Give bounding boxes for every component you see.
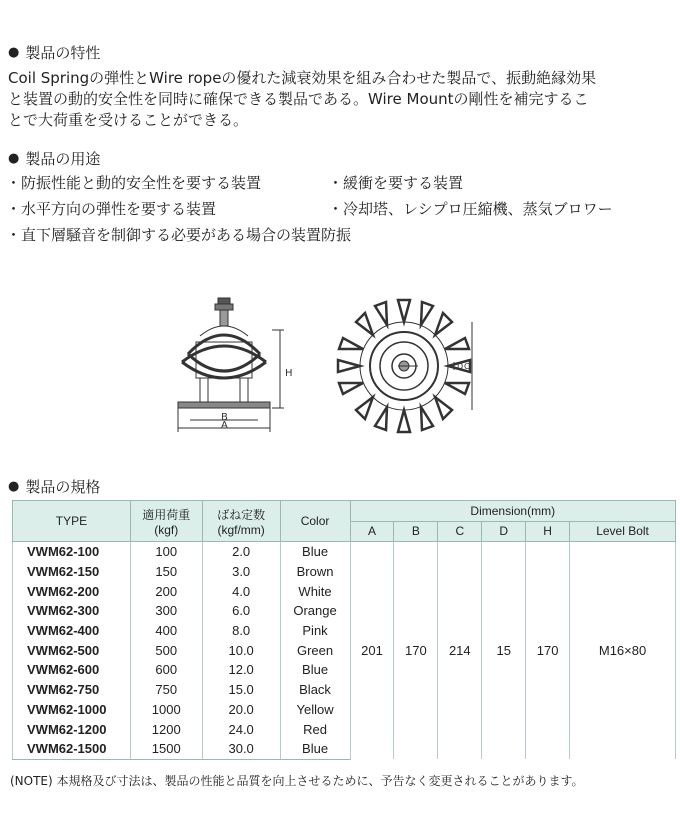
dim-label-h: H	[285, 368, 293, 379]
header-load-unit: (kgf)	[154, 522, 179, 537]
cell-dim-c: 214	[438, 542, 482, 760]
header-color: Color	[280, 501, 350, 542]
cell-spring: 20.0	[202, 700, 280, 720]
cell-color: Red	[280, 719, 350, 739]
cell-color: Brown	[280, 562, 350, 582]
cell-color: Blue	[280, 739, 350, 759]
top-view-drawing	[338, 300, 472, 432]
header-d: D	[482, 521, 526, 542]
cell-load: 100	[130, 542, 202, 562]
cell-dim-h: 170	[526, 542, 570, 760]
header-h: H	[526, 521, 570, 542]
header-load-label: 適用荷重	[142, 507, 191, 522]
cell-load: 600	[130, 660, 202, 680]
cell-type: VWM62-600	[13, 660, 131, 680]
header-load	[130, 501, 202, 542]
cell-type: VWM62-1500	[13, 739, 131, 759]
cell-type: VWM62-1200	[13, 719, 131, 739]
cell-spring: 2.0	[202, 542, 280, 562]
cell-type: VWM62-150	[13, 562, 131, 582]
cell-spring: 6.0	[202, 601, 280, 621]
use-item: ・防振性能と動的安全性を要する装置	[6, 174, 262, 192]
cell-load: 750	[130, 680, 202, 700]
cell-load: 200	[130, 581, 202, 601]
bullet-icon: ●	[8, 479, 20, 494]
cell-load: 150	[130, 562, 202, 582]
features-line: とで大荷重を受けることができる。	[8, 111, 249, 129]
header-b: B	[394, 521, 438, 542]
cell-spring: 8.0	[202, 621, 280, 641]
dim-label-d: D	[457, 362, 464, 371]
dim-label-a: A	[221, 420, 228, 431]
uses-heading-text: 製品の用途	[25, 150, 101, 168]
cell-spring: 30.0	[202, 739, 280, 759]
cell-load: 400	[130, 621, 202, 641]
header-spring-label: ばね定数	[217, 507, 266, 522]
features-paragraph	[8, 68, 676, 131]
use-item: ・緩衝を要する装置	[328, 174, 464, 192]
product-drawing	[160, 296, 480, 436]
specs-heading-text: 製品の規格	[25, 478, 101, 496]
cell-type: VWM62-750	[13, 680, 131, 700]
dim-label-b: B	[221, 412, 228, 423]
header-dimension: Dimension(mm)	[350, 501, 676, 522]
cell-color: Yellow	[280, 700, 350, 720]
header-bolt: Level Bolt	[570, 521, 676, 542]
header-type: TYPE	[13, 501, 131, 542]
cell-spring: 12.0	[202, 660, 280, 680]
bullet-icon: ●	[8, 151, 20, 166]
header-a: A	[350, 521, 394, 542]
uses-heading	[8, 148, 100, 169]
cell-type: VWM62-300	[13, 601, 131, 621]
cell-dim-d: 15	[482, 542, 526, 760]
cell-color: Blue	[280, 542, 350, 562]
features-heading-text: 製品の特性	[25, 44, 101, 62]
cell-color: White	[280, 581, 350, 601]
features-line: と装置の動的安全性を同時に確保できる製品である。Wire Mountの剛性を補完するこ	[8, 90, 589, 108]
cell-load: 1000	[130, 700, 202, 720]
cell-load: 1200	[130, 719, 202, 739]
cell-spring: 15.0	[202, 680, 280, 700]
use-item: ・直下層騒音を制御する必要がある場合の装置防振	[6, 226, 352, 244]
features-heading	[8, 42, 100, 63]
table-row	[13, 542, 676, 562]
cell-level-bolt: M16×80	[570, 542, 676, 760]
cell-type: VWM62-100	[13, 542, 131, 562]
cell-load: 1500	[130, 739, 202, 759]
specs-heading	[8, 476, 100, 497]
features-line: Coil Springの弾性とWire ropeの優れた減衰効果を組み合わせた製品で、振動絶縁効果	[8, 69, 597, 87]
cell-load: 500	[130, 640, 202, 660]
cell-type: VWM62-500	[13, 640, 131, 660]
cell-color: Black	[280, 680, 350, 700]
note-text: (NOTE) 本規格及び寸法は、製品の性能と品質を向上させるために、予告なく変更されることがあります。	[10, 774, 584, 788]
cell-type: VWM62-200	[13, 581, 131, 601]
cell-color: Orange	[280, 601, 350, 621]
side-view-drawing	[178, 298, 284, 432]
header-c: C	[438, 521, 482, 542]
bullet-icon: ●	[8, 45, 20, 60]
use-item: ・冷却塔、レシプロ圧縮機、蒸気ブロワー	[328, 200, 613, 218]
cell-type: VWM62-400	[13, 621, 131, 641]
cell-color: Green	[280, 640, 350, 660]
cell-color: Blue	[280, 660, 350, 680]
header-spring	[202, 501, 280, 542]
cell-color: Pink	[280, 621, 350, 641]
cell-load: 300	[130, 601, 202, 621]
dim-label-c: C	[464, 362, 470, 371]
cell-dim-b: 170	[394, 542, 438, 760]
cell-spring: 3.0	[202, 562, 280, 582]
cell-spring: 4.0	[202, 581, 280, 601]
use-item: ・水平方向の弾性を要する装置	[6, 200, 217, 218]
cell-spring: 24.0	[202, 719, 280, 739]
header-spring-unit: (kgf/mm)	[217, 522, 265, 537]
spec-table	[12, 500, 676, 760]
cell-spring: 10.0	[202, 640, 280, 660]
cell-dim-a: 201	[350, 542, 394, 760]
cell-type: VWM62-1000	[13, 700, 131, 720]
